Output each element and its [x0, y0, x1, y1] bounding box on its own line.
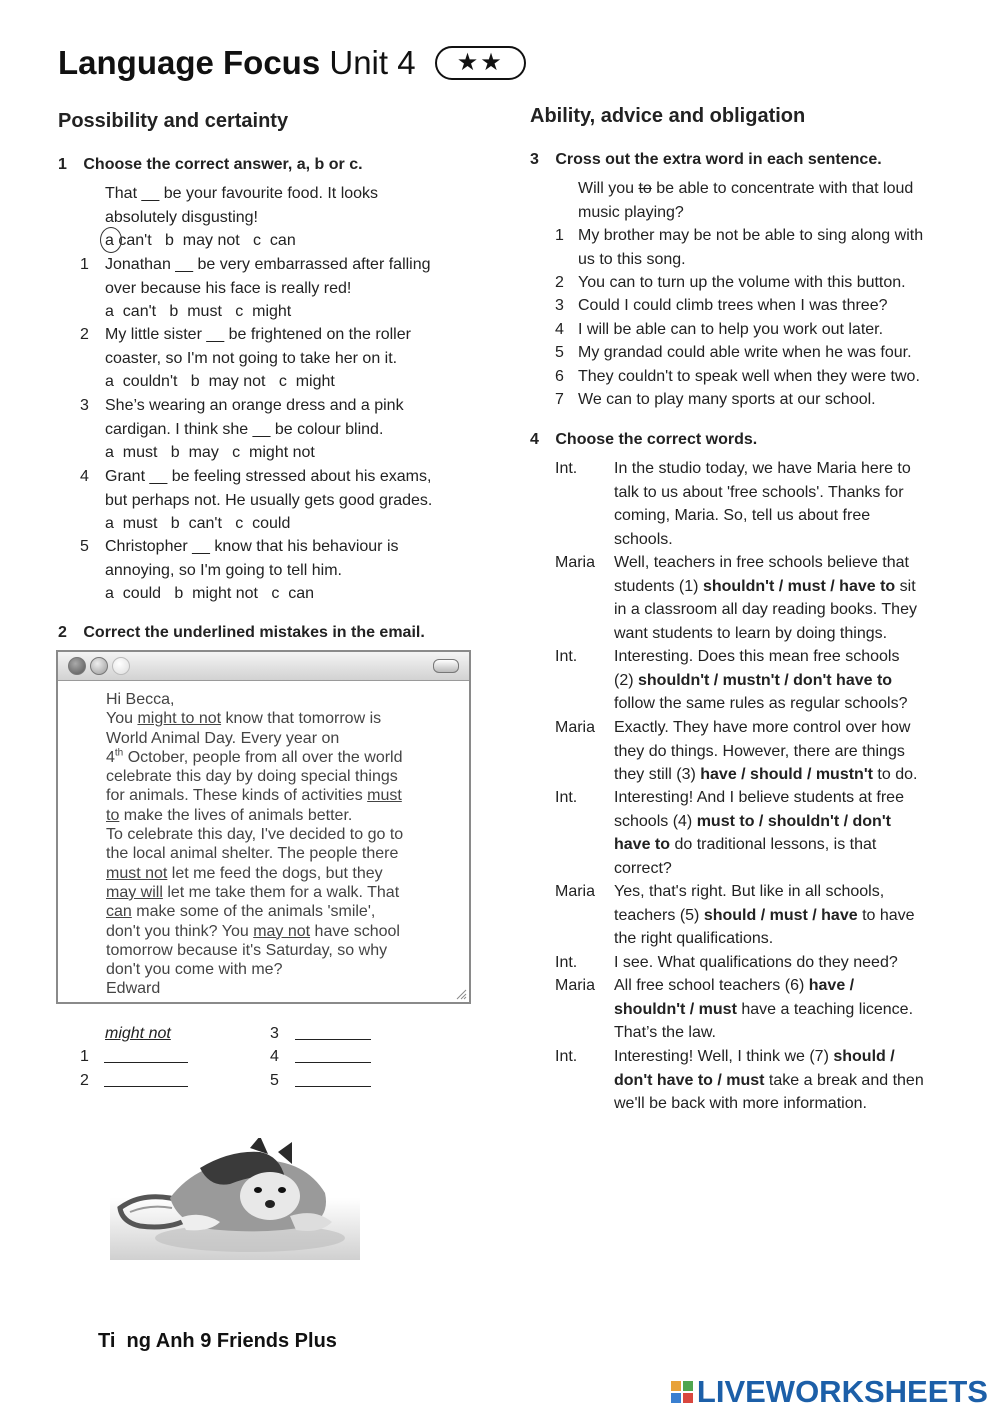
ex3-sentence[interactable]: My grandad could able write when he was four. [578, 344, 912, 361]
toolbar-toggle-icon [433, 659, 459, 673]
ex1-options[interactable]: a can't b must c might [105, 303, 292, 320]
ex2-answer-3: 3 [270, 1022, 371, 1046]
answer-circle [100, 227, 122, 253]
answer-blank[interactable] [295, 1024, 371, 1040]
ex1-options[interactable]: a must b may c might not [105, 444, 315, 461]
ex3-sentence[interactable]: My brother may be not be able to sing along with [578, 227, 924, 244]
underlined-mistake: may not [253, 922, 311, 940]
word-choice[interactable]: shouldn't / must / have to [702, 577, 896, 595]
answer-blank[interactable] [104, 1071, 188, 1087]
ex1-item: 4 Grant __ be feeling stressed about his exams, but perhaps not. He usually gets good grades. a must b can't c could [80, 465, 432, 536]
underlined-mistake: can [106, 903, 132, 921]
dialogue-turn: Interesting! Well, I think we (7) should / don't have to / must take a break and then we'll be back with more information. [614, 1048, 924, 1112]
ex2-answer-5: 5 [270, 1069, 371, 1093]
ex3-sentence[interactable]: I will be able can to help you work out later. [578, 321, 884, 338]
resize-grip-icon[interactable] [455, 988, 467, 1000]
ex2-instruction: Correct the underlined mistakes in the email. [83, 624, 425, 641]
email-body: Hi Becca, You might to not know that tomorrow is World Animal Day. Every year on 4th October, people from all over the world celebrate this day by doing special things for animals. These kinds of activities must to make the lives of animals better. To celebrate this day, I've decided to go to the local animal shelter. The people there must not let me feed the dogs, but they may will let me take them for a walk. That can make some of the animals 'smile', don't you think? You may not have school tomorrow because it's Saturday, so why don't you come with me? Edward [106, 691, 404, 998]
underlined-mistake: to [106, 806, 120, 824]
title-unit: Unit 4 [329, 44, 416, 81]
maximize-icon [112, 657, 130, 675]
liveworksheets-logo-icon [671, 1381, 693, 1403]
difficulty-stars: ★★ [435, 46, 526, 80]
ex3-sentence[interactable]: You can to turn up the volume with this button. [578, 274, 906, 291]
ex2-answer-2: 2 [80, 1069, 188, 1093]
ex1-example [105, 182, 378, 253]
ex3-item: 5 My grandad could able write when he was four. [555, 341, 912, 365]
ex1-options[interactable]: a couldn't b may not c might [105, 373, 335, 390]
left-heading: Possibility and certainty [58, 110, 289, 132]
word-choice[interactable]: shouldn't / mustn't / don't have to [638, 671, 893, 689]
answer-blank[interactable] [104, 1047, 188, 1063]
dialogue-turn: Yes, that's right. But like in all schools, teachers (5) should / must / have to have the right qualifications. [614, 883, 915, 947]
ex3-item: 2 You can to turn up the volume with this button. [555, 271, 906, 295]
ex2-answer-4: 4 [270, 1045, 371, 1069]
footer-text: Ti ng Anh 9 Friends Plus [98, 1330, 337, 1352]
page-title [58, 44, 526, 82]
ex1-item: 3 She’s wearing an orange dress and a pink cardigan. I think she __ be colour blind. a must b may c might not [80, 394, 404, 465]
answer-blank[interactable] [295, 1047, 371, 1063]
dialogue-turn: In the studio today, we have Maria here to talk to us about 'free schools'. Thanks for coming, Maria. So, tell us about free schools. [614, 460, 911, 548]
ex4-instruction: Choose the correct words. [555, 431, 758, 448]
dialogue-turn: Exactly. They have more control over how they do things. However, there are things they still (3) have / should / mustn't to do. [614, 719, 918, 783]
answer-blank[interactable] [295, 1071, 371, 1087]
speaker-label: Maria [555, 977, 596, 994]
speaker-label: Int. [555, 789, 578, 806]
word-choice[interactable]: have to [614, 836, 671, 853]
ex1-options[interactable]: a must b can't c could [105, 515, 291, 532]
ex1-example-line2: absolutely disgusting! [105, 208, 258, 226]
ex1-example-line1: That __ be your favourite food. It looks [105, 185, 379, 202]
close-icon [68, 657, 86, 675]
ex3-instruction: Cross out the extra word in each sentence. [555, 151, 882, 168]
word-choice[interactable]: have / should / mustn't [700, 766, 873, 783]
word-choice[interactable]: must to / shouldn't / don't [696, 812, 891, 830]
ex3-header [530, 151, 882, 169]
word-choice[interactable]: should / [833, 1048, 895, 1065]
title-bold: Language Focus [58, 44, 321, 81]
ex3-example: Will you to be able to concentrate with that loud music playing? [578, 180, 914, 221]
ex2-example-answer: might not [105, 1025, 171, 1042]
ex4-number: 4 [530, 431, 539, 448]
word-choice[interactable]: don't have to / must [614, 1071, 765, 1089]
ex3-number: 3 [530, 151, 539, 168]
ex3-item: 3 Could I could climb trees when I was three? [555, 294, 887, 318]
word-choice[interactable]: shouldn't / must [614, 1000, 737, 1018]
crossed-out-word: to [638, 180, 652, 197]
ex3-item: 6 They couldn't to speak well when they were two. [555, 365, 920, 389]
dialogue-turn: Interesting. Does this mean free schools (2) shouldn't / mustn't / don't have to follow the same rules as regular schools? [614, 648, 908, 712]
speaker-label: Int. [555, 648, 578, 665]
ex1-instruction: Choose the correct answer, a, b or c. [83, 156, 363, 173]
ex1-example-options: a can't b may not c can [105, 229, 378, 253]
dialogue-turn: I see. What qualifications do they need? [614, 954, 898, 971]
ex1-item: 2 My little sister __ be frightened on the roller coaster, so I'm not going to take her on it. a couldn't b may not c might [80, 323, 411, 394]
dialogue-turn: All free school teachers (6) have / shouldn't / must have a teaching licence. That’s the law. [614, 977, 914, 1041]
right-heading: Ability, advice and obligation [530, 105, 806, 127]
ex2-header [58, 624, 425, 642]
underlined-mistake: must not [106, 864, 168, 882]
ex3-item: 4 I will be able can to help you work out later. [555, 318, 883, 342]
ex1-header [58, 156, 363, 174]
ex2-number: 2 [58, 624, 67, 641]
ex1-example-answer: a [105, 229, 114, 253]
ex4-header [530, 431, 757, 449]
dialogue-turn: Interesting! And I believe students at free schools (4) must to / shouldn't / don't have to do traditional lessons, is that correct? [614, 789, 904, 877]
minimize-icon [90, 657, 108, 675]
speaker-label: Int. [555, 954, 578, 971]
ex1-item: 5 Christopher __ know that his behaviour is annoying, so I'm going to tell him. a could b might not c can [80, 535, 399, 606]
word-choice[interactable]: should / must / have [703, 906, 858, 924]
dialogue-turn: Well, teachers in free schools believe that students (1) shouldn't / must / have to sit in a classroom all day reading books. They want students to learn by doing things. [614, 554, 917, 642]
word-choice[interactable]: have / [808, 977, 855, 994]
underlined-mistake: may will [106, 883, 163, 901]
ex3-sentence[interactable]: We can to play many sports at our school. [578, 391, 876, 408]
speaker-label: Maria [555, 883, 596, 900]
ex1-number: 1 [58, 156, 67, 173]
ex1-item: 1 Jonathan __ be very embarrassed after falling over because his face is really red! a can't b must c might [80, 253, 431, 324]
speaker-label: Int. [555, 460, 578, 477]
email-titlebar [58, 652, 469, 681]
ex3-item: 1 My brother may be not be able to sing along with us to this song. [555, 224, 923, 271]
ex3-item: 7 We can to play many sports at our school. [555, 388, 876, 412]
liveworksheets-logo[interactable] [671, 1374, 988, 1410]
ex1-options[interactable]: a could b might not c can [105, 585, 314, 602]
speaker-label: Maria [555, 554, 596, 571]
underlined-mistake: must [367, 787, 402, 805]
email-window [56, 650, 471, 1004]
husky-puppy-image [110, 1138, 360, 1260]
ex3-sentence[interactable]: They couldn't to speak well when they were two. [578, 368, 920, 385]
speaker-label: Int. [555, 1048, 578, 1065]
logo-text: LIVEWORKSHEETS [696, 1374, 988, 1409]
ex3-sentence[interactable]: Could I could climb trees when I was three? [578, 297, 888, 314]
speaker-label: Maria [555, 719, 596, 736]
underlined-mistake: might to not [137, 710, 222, 728]
ex2-answer-1: 1 [80, 1045, 188, 1069]
